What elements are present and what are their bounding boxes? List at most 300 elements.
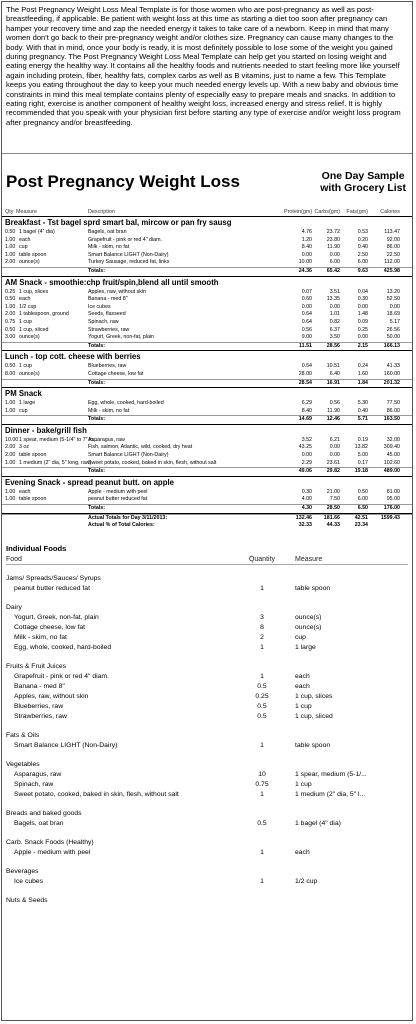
item-quantity: 0.5 xyxy=(257,819,267,827)
cell-measure: each xyxy=(19,296,31,303)
cell-measure: each xyxy=(19,236,31,243)
food-row xyxy=(2,400,412,408)
item-measure: 1 bagel (4" dia) xyxy=(295,819,341,827)
cell-protein: 0.56 xyxy=(301,326,312,333)
item-food: Apple - medium with peel xyxy=(14,848,91,856)
header-measure: Measure xyxy=(295,555,323,563)
cell-description: Banana - med 8" xyxy=(88,296,128,303)
cell-fats: 0.40 xyxy=(357,244,368,251)
total-calories: 489.00 xyxy=(383,468,400,475)
cell-carbs: 21.00 xyxy=(326,488,340,495)
col-measure: Measure xyxy=(16,209,37,215)
food-row xyxy=(2,371,412,379)
meal-section xyxy=(2,351,412,388)
total-fats: 6.50 xyxy=(357,505,368,512)
cell-protein: 0.07 xyxy=(301,288,312,295)
grocery-item xyxy=(14,712,412,722)
cell-description: Ice cubes xyxy=(88,303,111,310)
food-group-title: Fruits & Fruit Juices xyxy=(6,662,67,670)
item-quantity: 0.5 xyxy=(257,682,267,690)
total-carbs: 28.50 xyxy=(326,505,340,512)
food-row xyxy=(2,452,412,460)
cell-carbs: 13.35 xyxy=(326,296,340,303)
item-quantity: 1 xyxy=(260,877,264,885)
meal-section xyxy=(2,277,412,352)
item-food: Egg, whole, cooked, hard-boiled xyxy=(14,643,112,651)
food-row xyxy=(2,319,412,327)
totals-label: Totals: xyxy=(88,342,105,349)
cell-qty: 8.00 xyxy=(5,370,16,377)
percent-protein: 32.33 xyxy=(298,522,312,529)
cell-carbs: 0.00 xyxy=(329,303,340,310)
cell-carbs: 1.01 xyxy=(329,311,340,318)
item-quantity: 10 xyxy=(258,770,266,778)
cell-fats: 5.30 xyxy=(357,400,368,407)
cell-qty: 1.00 xyxy=(5,251,16,258)
cell-protein: 4.00 xyxy=(301,496,312,503)
item-food: Milk - skim, no fat xyxy=(14,633,67,641)
food-group-title: Carb. Snack Foods (Healthy) xyxy=(6,838,94,846)
individual-foods-title: Individual Foods xyxy=(6,543,67,553)
cell-measure: ounce(s) xyxy=(19,259,40,266)
cell-carbs: 10.51 xyxy=(326,363,340,370)
total-calories: 163.50 xyxy=(383,416,400,423)
cell-qty: 0.50 xyxy=(5,363,16,370)
cell-description: Apple - medium with peel xyxy=(88,488,148,495)
item-food: Apples, raw, without skin xyxy=(14,692,89,700)
food-row xyxy=(2,252,412,260)
grocery-item xyxy=(14,623,412,633)
document-page xyxy=(1,1,413,1021)
cell-carbs: 0.00 xyxy=(329,444,340,451)
item-food: Strawberries, raw xyxy=(14,712,67,720)
cell-measure: table spoon xyxy=(19,452,47,459)
food-row xyxy=(2,496,412,504)
item-quantity: 1 xyxy=(260,584,264,592)
cell-carbs: 23.80 xyxy=(326,236,340,243)
total-fats: 2.15 xyxy=(357,342,368,349)
food-row xyxy=(2,327,412,335)
totals-label: Totals: xyxy=(88,416,105,423)
cell-fats: 6.00 xyxy=(357,496,368,503)
total-calories: 176.00 xyxy=(383,505,400,512)
meal-title: Dinner - bake/grill fish xyxy=(5,425,87,435)
cell-carbs: 6.00 xyxy=(329,259,340,266)
cell-protein: 0.60 xyxy=(301,296,312,303)
cell-calories: 86.00 xyxy=(386,407,400,414)
cell-carbs: 6.37 xyxy=(329,326,340,333)
item-measure: ounce(s) xyxy=(295,623,322,631)
item-quantity: 1 xyxy=(260,790,264,798)
cell-calories: 86.00 xyxy=(386,244,400,251)
food-row xyxy=(2,259,412,267)
cell-measure: 3 oz xyxy=(19,444,30,451)
food-row xyxy=(2,408,412,416)
cell-measure: 1 spear, medium (5-1/4" to 7" lo... xyxy=(19,436,98,443)
food-row xyxy=(2,437,412,445)
item-quantity: 1 xyxy=(260,643,264,651)
col-calories: Calories xyxy=(380,209,400,215)
total-carbs: 12.46 xyxy=(326,416,340,423)
cell-protein: 0.30 xyxy=(301,488,312,495)
cell-carbs: 0.56 xyxy=(329,400,340,407)
cell-calories: 81.00 xyxy=(386,488,400,495)
food-group-title: Breads and baked goods xyxy=(6,809,82,817)
item-quantity: 0.25 xyxy=(255,692,269,700)
cell-calories: 22.50 xyxy=(386,251,400,258)
header-food: Food xyxy=(6,555,22,563)
total-carbs: 16.91 xyxy=(326,379,340,386)
meal-title: Breakfast - Tst bagel sprd smart bal, mircow or pan fry sausg xyxy=(5,218,232,227)
totals-label: Totals: xyxy=(88,505,105,512)
cell-measure: table spoon xyxy=(19,251,47,258)
cell-calories: 13.20 xyxy=(386,288,400,295)
item-measure: 1 cup xyxy=(295,780,312,788)
cell-calories: 50.00 xyxy=(386,334,400,341)
cell-description: Apples, raw, without skin xyxy=(88,288,146,295)
item-food: Bagels, oat bran xyxy=(14,819,64,827)
cell-calories: 18.69 xyxy=(386,311,400,318)
grand-totals-row xyxy=(2,514,412,523)
cell-calories: 45.00 xyxy=(386,452,400,459)
item-measure: 1 cup, sliced xyxy=(295,712,333,720)
total-calories: 425.98 xyxy=(383,267,400,274)
plan-header xyxy=(2,168,412,206)
cell-calories: 52.50 xyxy=(386,296,400,303)
cell-protein: 1.20 xyxy=(301,236,312,243)
cell-carbs: 0.82 xyxy=(329,318,340,325)
cell-protein: 28.00 xyxy=(298,370,312,377)
cell-carbs: 0.00 xyxy=(329,251,340,258)
cell-qty: 1.00 xyxy=(5,303,16,310)
grand-fats: 42.51 xyxy=(354,514,368,521)
grocery-item xyxy=(14,613,412,623)
cell-measure: 1 bagel (4" dia) xyxy=(19,229,55,235)
cell-qty: 0.50 xyxy=(5,229,16,235)
total-carbs: 65.42 xyxy=(326,267,340,274)
total-protein: 28.54 xyxy=(298,379,312,386)
food-row xyxy=(2,237,412,245)
cell-protein: 2.29 xyxy=(301,459,312,466)
item-food: Sweet potato, cooked, baked in skin, flesh, without salt xyxy=(14,790,179,798)
food-row xyxy=(2,460,412,468)
cell-description: Smart Balance LIGHT (Non-Dairy) xyxy=(88,251,169,258)
cell-description: Yogurt, Greek, non-fat, plain xyxy=(88,334,155,341)
percent-row xyxy=(2,522,412,530)
cell-protein: 3.52 xyxy=(301,436,312,443)
cell-fats: 13.82 xyxy=(354,444,368,451)
meal-title: Lunch - top cott. cheese with berries xyxy=(5,352,141,362)
item-measure: 1 cup xyxy=(295,702,312,710)
cell-protein: 0.00 xyxy=(301,303,312,310)
cell-fats: 6.00 xyxy=(357,259,368,266)
cell-fats: 0.17 xyxy=(357,459,368,466)
intro-text: The Post Pregnancy Weight Loss Meal Template is for those women who are post-pregnancy as well as post-breastfeeding, if applicable. Be patient with weight loss at this time as starting a diet too soon after pregnancy can hamper your recovery time and zap the needed energy it takes to take care of a newborn. Keep in mind that many women don't go back to their pre-pregnancy weight and/or clothes size. Pregnancy can cause many changes to the body. With that in mind, once your body is ready, it is most definitely possible to lose some of the weight you gained during pregnancy. The Post Pregnancy Weight Loss Meal Template can help get you started on losing weight and eating energy the healthy way. It contains all the healthy foods and nutrients needed to start feeling more like yourself again including protein, fiber, healthy fats, complex carbs as well as B vitamins, just to name a few. This Template keeps you eating throughout the day to keep your much needed energy levels up. With a new baby and obvious time constraints in mind this meal template contains plenty of especially easy to prepare meals and snacks. In addition to eating right, exercise is another component of healthy weight loss, increased energy and stress relief. It is highly recommended that you speak with your physician first before starting any type of exercise and/or weight loss program after pregnancy and/or breastfeeding. xyxy=(6,5,401,127)
grocery-item xyxy=(14,780,412,790)
food-row xyxy=(2,229,412,237)
meal-totals-row xyxy=(2,267,412,276)
item-measure: 1 spear, medium (5-1/... xyxy=(295,770,367,778)
cell-fats: 0.25 xyxy=(357,326,368,333)
cell-description: peanut butter reduced fat xyxy=(88,496,148,503)
cell-measure: 1 cup xyxy=(19,363,32,370)
food-group-title: Nuts & Seeds xyxy=(6,896,48,904)
food-group-title: Jams/ Spreads/Sauces/ Syrups xyxy=(6,574,101,582)
cell-measure: cup xyxy=(19,407,28,414)
cell-calories: 26.56 xyxy=(386,326,400,333)
cell-description: Egg, whole, cooked, hard-boiled xyxy=(88,400,164,407)
cell-calories: 5.17 xyxy=(389,318,400,325)
grocery-item xyxy=(14,672,412,682)
cell-measure: 1 cup xyxy=(19,318,32,325)
cell-qty: 0.50 xyxy=(5,326,16,333)
item-measure: cup xyxy=(295,633,306,641)
cell-protein: 10.00 xyxy=(298,259,312,266)
cell-description: Milk - skim, no fat xyxy=(88,244,130,251)
col-protein: Protein(gm) xyxy=(284,209,313,215)
item-measure: each xyxy=(295,848,310,856)
item-quantity: 8 xyxy=(260,623,264,631)
item-food: Yogurt, Greek, non-fat, plain xyxy=(14,613,99,621)
cell-carbs: 23.72 xyxy=(326,229,340,235)
cell-calories: 113.47 xyxy=(384,229,400,235)
cell-qty: 2.00 xyxy=(5,444,16,451)
meal-section xyxy=(2,477,412,514)
item-measure: each xyxy=(295,672,310,680)
total-protein: 4.30 xyxy=(301,505,312,512)
total-calories: 166.13 xyxy=(383,342,400,349)
food-row xyxy=(2,244,412,252)
grocery-item xyxy=(14,819,412,829)
cell-measure: 1 cup, sliced xyxy=(19,326,49,333)
grocery-item xyxy=(14,643,412,653)
cell-carbs: 23.61 xyxy=(326,459,340,466)
meal-title: Evening Snack - spread peanut butt. on apple xyxy=(5,477,174,487)
cell-measure: 1/2 cup xyxy=(19,303,37,310)
item-food: Grapefruit - pink or red 4" diam. xyxy=(14,672,109,680)
totals-label: Totals: xyxy=(88,468,105,475)
cell-fats: 0.40 xyxy=(357,407,368,414)
item-quantity: 0.75 xyxy=(255,780,269,788)
total-calories: 201.32 xyxy=(383,379,400,386)
cell-fats: 0.50 xyxy=(357,488,368,495)
food-row xyxy=(2,334,412,342)
item-measure: 1 large xyxy=(295,643,316,651)
meals-table xyxy=(2,217,412,514)
item-measure: ounce(s) xyxy=(295,613,322,621)
cell-measure: 1 large xyxy=(19,400,36,407)
cell-description: Milk - skim, no fat xyxy=(88,407,130,414)
cell-carbs: 6.21 xyxy=(329,436,340,443)
cell-measure: 1 tablespoon, ground xyxy=(19,311,69,318)
cell-qty: 10.00 xyxy=(5,436,19,443)
total-fats: 9.63 xyxy=(357,267,368,274)
total-protein: 14.69 xyxy=(298,416,312,423)
cell-fats: 1.60 xyxy=(357,370,368,377)
cell-calories: 41.33 xyxy=(386,363,400,370)
item-quantity: 3 xyxy=(260,613,264,621)
cell-fats: 1.48 xyxy=(357,311,368,318)
cell-calories: 309.40 xyxy=(383,444,400,451)
individual-foods-list xyxy=(2,575,412,904)
cell-fats: 5.00 xyxy=(357,452,368,459)
cell-protein: 0.64 xyxy=(301,311,312,318)
percent-carbs: 44.33 xyxy=(326,522,340,529)
item-food: peanut butter reduced fat xyxy=(14,584,90,592)
food-row xyxy=(2,489,412,497)
food-row xyxy=(2,304,412,312)
item-quantity: 1 xyxy=(260,672,264,680)
item-quantity: 0.5 xyxy=(257,712,267,720)
meal-title: AM Snack - smoothie:chp fruit/spin,blend all until smooth xyxy=(5,277,219,287)
cell-description: Sweet potato, cooked, baked in skin, flesh, without salt xyxy=(88,459,217,466)
meal-totals-row xyxy=(2,379,412,388)
item-quantity: 2 xyxy=(260,633,264,641)
cell-fats: 0.00 xyxy=(357,334,368,341)
cell-measure: 1 medium (2" dia, 5" long, raw) xyxy=(19,459,92,466)
grocery-item xyxy=(14,682,412,692)
grand-protein: 132.46 xyxy=(295,514,312,521)
cell-measure: 1 cup, slices xyxy=(19,288,49,295)
cell-protein: 0.64 xyxy=(301,318,312,325)
cell-qty: 2.00 xyxy=(5,452,16,459)
totals-label: Totals: xyxy=(88,379,105,386)
cell-description: Turkey Sausage, reduced fat, links xyxy=(88,259,170,266)
cell-fats: 0.20 xyxy=(357,236,368,243)
cell-description: Fish, salmon, Atlantic, wild, cooked, dry heat xyxy=(88,444,193,451)
cell-description: Grapefruit - pink or red 4" diam. xyxy=(88,236,163,243)
grocery-item xyxy=(14,877,412,887)
cell-description: Bagels, oat bran xyxy=(88,229,127,235)
cell-measure: ounce(s) xyxy=(19,370,40,377)
individual-foods-headers xyxy=(6,556,408,565)
item-food: Spinach, raw xyxy=(14,780,54,788)
item-food: Smart Balance LIGHT (Non-Dairy) xyxy=(14,741,118,749)
cell-carbs: 11.90 xyxy=(327,244,340,251)
col-qty: Qty xyxy=(5,209,14,215)
item-food: Blueberries, raw xyxy=(14,702,64,710)
grand-carbs: 181.66 xyxy=(323,514,340,521)
meal-totals-row xyxy=(2,504,412,513)
column-headers xyxy=(2,208,412,217)
cell-qty: 0.75 xyxy=(5,318,16,325)
item-measure: table spoon xyxy=(295,584,331,592)
cell-qty: 1.00 xyxy=(5,459,16,466)
food-row xyxy=(2,311,412,319)
cell-fats: 0.53 xyxy=(357,229,368,235)
cell-measure: ounce(s) xyxy=(19,334,40,341)
food-row xyxy=(2,444,412,452)
cell-qty: 3.00 xyxy=(5,334,16,341)
cell-carbs: 3.50 xyxy=(329,334,340,341)
cell-protein: 0.00 xyxy=(301,452,312,459)
cell-measure: each xyxy=(19,488,31,495)
food-row xyxy=(2,296,412,304)
cell-calories: 92.00 xyxy=(386,236,400,243)
meal-title: PM Snack xyxy=(5,389,42,399)
item-measure: table spoon xyxy=(295,741,331,749)
cell-protein: 43.25 xyxy=(298,444,312,451)
item-measure: 1/2 cup xyxy=(295,877,318,885)
cell-carbs: 7.50 xyxy=(329,496,340,503)
cell-fats: 0.19 xyxy=(357,436,368,443)
intro-section xyxy=(2,2,412,154)
cell-description: Asparagus, raw xyxy=(88,436,125,443)
cell-calories: 102.60 xyxy=(383,459,400,466)
cell-qty: 1.00 xyxy=(5,244,16,251)
item-quantity: 0.5 xyxy=(257,702,267,710)
total-fats: 5.71 xyxy=(357,416,368,423)
cell-qty: 0.25 xyxy=(5,288,16,295)
cell-calories: 112.00 xyxy=(384,259,400,266)
meal-totals-row xyxy=(2,415,412,424)
grocery-item xyxy=(14,848,412,858)
meal-totals-row xyxy=(2,342,412,351)
grocery-item xyxy=(14,702,412,712)
grocery-item xyxy=(14,741,412,751)
food-row xyxy=(2,289,412,297)
food-group-title: Beverages xyxy=(6,867,39,875)
grocery-item xyxy=(14,692,412,702)
food-row xyxy=(2,363,412,371)
header-quantity: Quantity xyxy=(248,555,276,563)
cell-protein: 0.54 xyxy=(301,363,312,370)
totals-label: Totals: xyxy=(88,267,105,274)
total-carbs: 29.82 xyxy=(326,468,340,475)
meal-section xyxy=(2,425,412,477)
item-food: Asparagus, raw xyxy=(14,770,62,778)
total-protein: 11.51 xyxy=(299,342,312,349)
cell-description: Blueberries, raw xyxy=(88,363,127,370)
cell-qty: 2.00 xyxy=(5,311,16,318)
cell-qty: 1.00 xyxy=(5,496,16,503)
cell-fats: 0.00 xyxy=(357,303,368,310)
grocery-item xyxy=(14,584,412,594)
food-group-title: Fats & Oils xyxy=(6,731,40,739)
cell-protein: 6.29 xyxy=(301,400,312,407)
grocery-item xyxy=(14,770,412,780)
item-quantity: 1 xyxy=(260,848,264,856)
meal-totals-row xyxy=(2,467,412,476)
total-protein: 24.36 xyxy=(298,267,312,274)
col-fats: Fats(gm) xyxy=(346,209,368,215)
item-measure: 1 medium (2" dia, 5" l... xyxy=(295,790,366,798)
cell-protein: 9.00 xyxy=(301,334,312,341)
food-group-title: Dairy xyxy=(6,603,22,611)
cell-qty: 1.00 xyxy=(5,488,16,495)
cell-fats: 0.24 xyxy=(357,363,368,370)
grand-calories: 1599.43 xyxy=(380,514,400,521)
total-fats: 1.84 xyxy=(357,379,368,386)
percent-label: Actual % of Total Calories: xyxy=(88,522,155,529)
cell-calories: 160.00 xyxy=(383,370,400,377)
col-description: Description xyxy=(88,209,115,215)
cell-calories: 77.50 xyxy=(386,400,400,407)
cell-fats: 0.04 xyxy=(357,288,368,295)
meal-section xyxy=(2,217,412,277)
cell-measure: table spoon xyxy=(19,496,47,503)
grocery-item xyxy=(14,633,412,643)
cell-description: Smart Balance LIGHT (Non-Dairy) xyxy=(88,452,169,459)
cell-protein: 8.40 xyxy=(301,407,312,414)
cell-description: Cottage cheese, low fat xyxy=(88,370,144,377)
cell-description: Strawberries, raw xyxy=(88,326,130,333)
cell-fats: 0.30 xyxy=(357,296,368,303)
grocery-item xyxy=(14,790,412,800)
cell-qty: 1.00 xyxy=(5,236,16,243)
cell-protein: 0.00 xyxy=(301,251,312,258)
grand-totals-label: Actual Totals for Day 3/11/2013: xyxy=(88,514,168,521)
